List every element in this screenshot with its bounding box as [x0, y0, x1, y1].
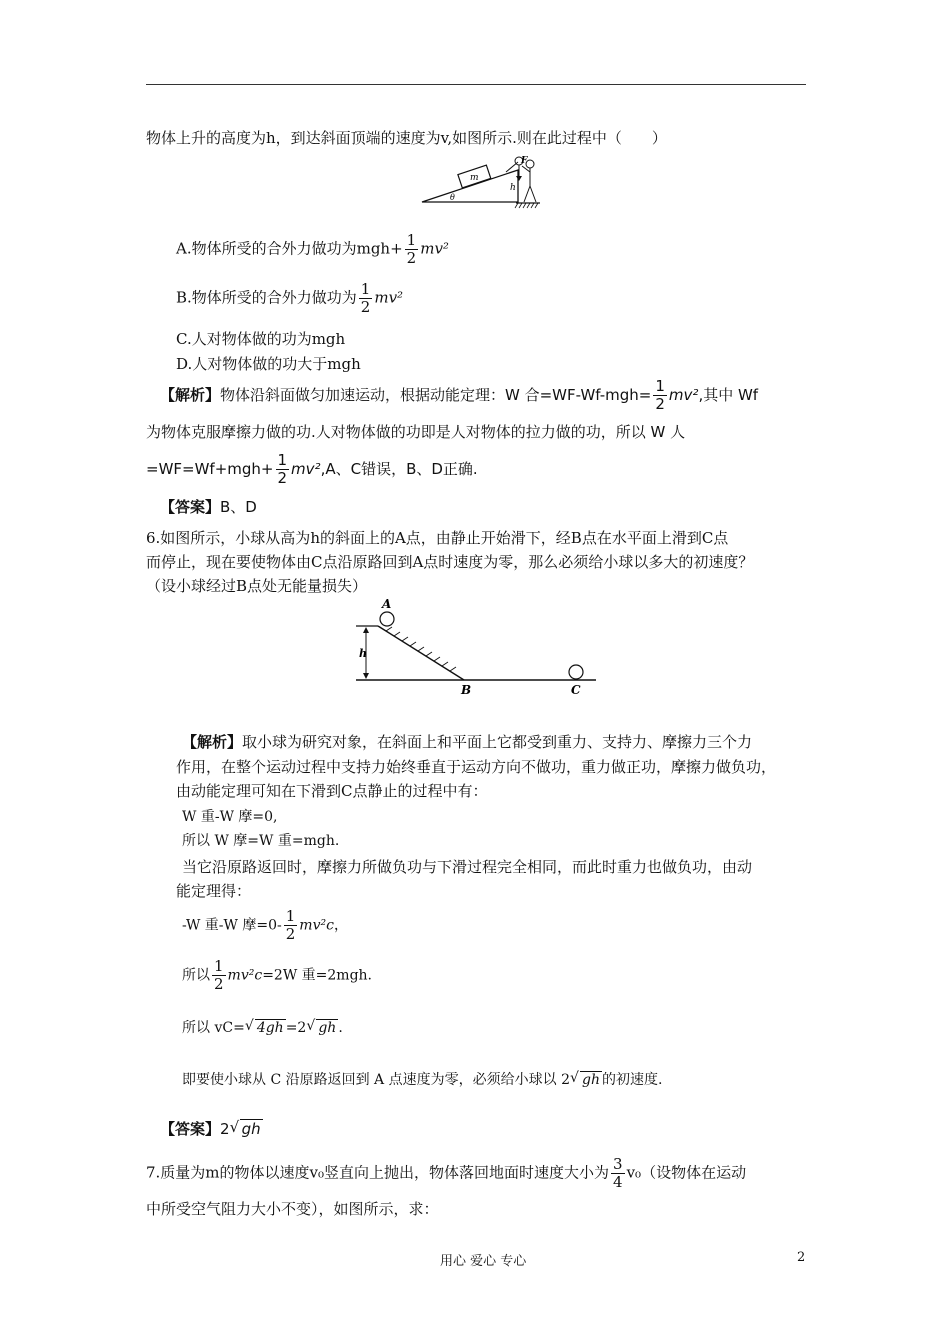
q6-analysis-l4: 当它沿原路返回时，摩擦力所做负功与下滑过程完全相同，而此时重力也做负功，由动	[182, 858, 753, 876]
question-intro: 物体上升的高度为h，到达斜面顶端的速度为v,如图所示.则在此过程中（ ）	[146, 129, 667, 147]
q7-line2: 中所受空气阻力大小不变），如图所示，求：	[146, 1200, 439, 1218]
slope-figure	[350, 598, 600, 698]
q6-line2: 而停止，现在要使物体由C点沿原路回到A点时速度为零，那么必须给小球以多大的初速度？	[146, 553, 754, 571]
q6-line1: 6.如图所示，小球从高为h的斜面上的A点，由静止开始滑下，经B点在水平面上滑到C点	[146, 529, 729, 547]
fig2-b-label: B	[461, 683, 472, 697]
q6-analysis-l3: 由动能定理可知在下滑到C点静止的过程中有：	[176, 782, 488, 800]
option-a: A.物体所受的合外力做功为mgh+ $\frac{1}{2}$ mv²	[176, 231, 449, 267]
mass-label: m	[470, 173, 479, 183]
q6-eq2: 所以 W 摩=W 重=mgh.	[182, 833, 340, 849]
q6-eq5: 所以 vC=√ 4gh =2√ gh .	[182, 1017, 343, 1037]
incline-figure	[418, 150, 540, 212]
q6-eq1: W 重-W 摩=0,	[182, 809, 278, 825]
fig2-h-label: h	[359, 647, 367, 660]
q6-analysis-l5: 能定理得：	[176, 882, 252, 900]
q5-analysis-line1: 【解析】物体沿斜面做匀加速运动，根据动能定理：W 合=WF-Wf-mgh= $\frac{1}{2}$ mv²,其中 Wf	[160, 377, 759, 413]
fig2-a-label: A	[382, 598, 392, 611]
option-c: C.人对物体做的功为mgh	[176, 330, 346, 348]
page-number: 2	[797, 1250, 806, 1265]
q6-eq4: 所以 $\frac{1}{2}$ mv²c=2W 重=2mgh.	[182, 957, 373, 993]
force-label: F	[521, 156, 528, 166]
q6-analysis-l1: 【解析】取小球为研究对象，在斜面上和平面上它都受到重力、支持力、摩擦力三个力	[182, 733, 753, 751]
q5-answer: 【答案】B、D	[160, 498, 257, 516]
q5-analysis-line2: 为物体克服摩擦力做的功.人对物体做的功即是人对物体的拉力做的功，所以 W 人	[146, 423, 686, 441]
q6-conclusion: 即要使小球从 C 沿原路返回到 A 点速度为零，必须给小球以 2√ gh 的初速度.	[182, 1069, 662, 1089]
header-rule	[146, 84, 806, 85]
angle-label: θ	[450, 193, 455, 202]
fig2-c-label: C	[571, 683, 581, 697]
height-label: h	[510, 183, 516, 193]
q6-answer: 【答案】2√ gh	[160, 1118, 263, 1139]
option-b: B.物体所受的合外力做功为 $\frac{1}{2}$ mv²	[176, 280, 404, 316]
q6-eq3: -W 重-W 摩=0- $\frac{1}{2}$ mv²c，	[182, 907, 348, 943]
q7-line1: 7.质量为m的物体以速度v₀竖直向上抛出，物体落回地面时速度大小为 $\frac{3}{4}$ v₀（设物体在运动	[146, 1155, 747, 1191]
option-d: D.人对物体做的功大于mgh	[176, 355, 361, 373]
footer-motto: 用心 爱心 专心	[440, 1254, 527, 1269]
q5-analysis-line3: =WF=Wf+mgh+ $\frac{1}{2}$ mv²,A、C错误，B、D正确.	[146, 451, 478, 487]
q6-analysis-l2: 作用，在整个运动过程中支持力始终垂直于运动方向不做功，重力做正功，摩擦力做负功，	[176, 758, 777, 776]
q6-line3: （设小球经过B点处无能量损失）	[146, 577, 368, 595]
